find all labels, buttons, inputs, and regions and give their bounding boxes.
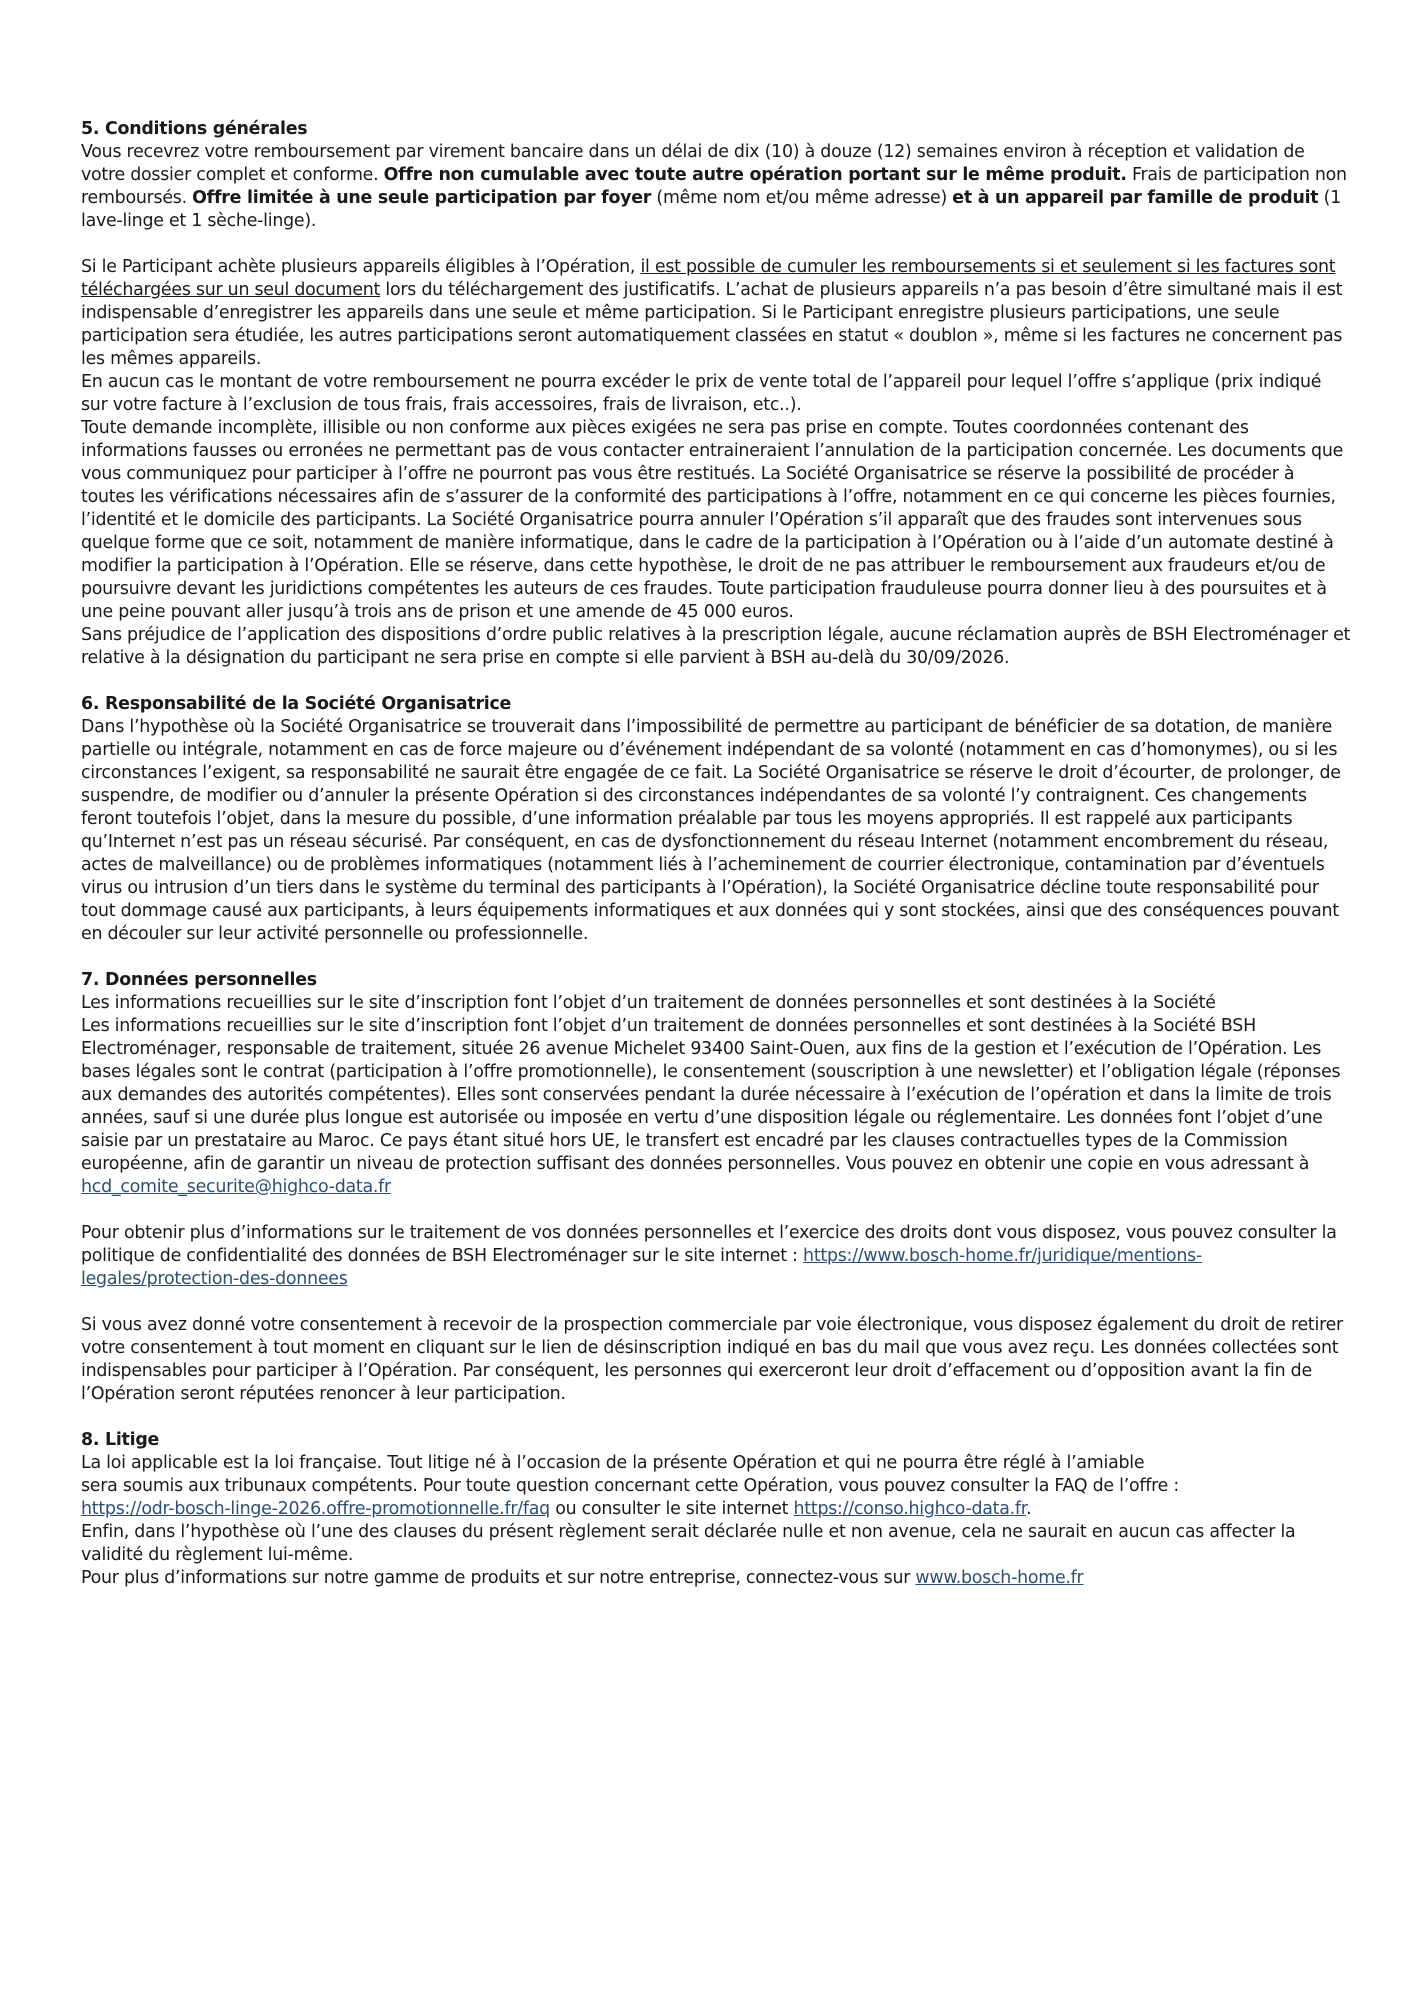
email-link[interactable]: hcd_comite_securite@highco-data.fr [81, 1177, 391, 1197]
paragraph: sera soumis aux tribunaux compétents. Pour toute question concernant cette Opération, vous pouvez consulter la FAQ de l’offre : [81, 1476, 1179, 1496]
paragraph: En aucun cas le montant de votre remboursement ne pourra excéder le prix de vente total de l’appareil pour lequel l’offre s’applique (prix indiqué sur votre facture à l’exclusion de tous frais, frais accessoires, frais de livraison, etc..). [81, 372, 1322, 415]
underlined-text: il est possible de cumuler les remboursements si et seulement si les factures sont téléchargées sur un seul document [81, 257, 1336, 300]
paragraph [81, 1015, 1351, 1199]
paragraph [81, 141, 1351, 233]
text: Pour plus d’informations sur notre gamme de produits et sur notre entreprise, connectez-vous sur [81, 1568, 916, 1588]
paragraph: Si vous avez donné votre consentement à recevoir de la prospection commerciale par voie électronique, vous disposez également du droit de retirer votre consentement à tout moment en cliquant sur le lien de désinscription indiqué en bas du mail que vous avez reçu. Les données collectées sont indispensables pour participer à l’Opération. Par conséquent, les personnes qui exerceront leur droit d’effacement ou d’opposition avant la fin de l’Opération seront réputées renoncer à leur participation. [81, 1315, 1343, 1404]
document-page [81, 118, 1351, 1613]
section-litige [81, 1429, 1351, 1590]
text: . [1026, 1499, 1032, 1519]
section-responsabilite [81, 693, 1351, 946]
paragraph: Enfin, dans l’hypothèse où l’une des clauses du présent règlement serait déclarée nulle et non avenue, cela ne saurait en aucun cas affecter la validité du règlement lui-même. [81, 1522, 1296, 1565]
paragraph [81, 256, 1351, 371]
paragraph: Les informations recueillies sur le site d’inscription font l’objet d’un traitement de données personnelles et sont destinées à la Société [81, 993, 1216, 1013]
paragraph: Toute demande incomplète, illisible ou non conforme aux pièces exigées ne sera pas prise en compte. Toutes coordonnées contenant des informations fausses ou erronées ne permettant pas de vous contacter entraineraient l’annulation de la participation concernée. Les documents que vous communiquez pour participer à l’offre ne pourront pas vous être restitués. La Société Organisatrice se réserve la possibilité de procéder à toutes les vérifications nécessaires afin de s’assurer de la conformité des participations à l’offre, notamment en ce qui concerne les pièces fournies, l’identité et le domicile des participants. La Société Organisatrice pourra annuler l’Opération s’il apparaît que des fraudes sont intervenues sous quelque forme que ce soit, notamment de manière informatique, dans le cadre de la participation à l’Opération ou à l’aide d’un automate destiné à modifier la participation à l’Opération. Elle se réserve, dans cette hypothèse, le droit de ne pas attribuer le remboursement aux fraudeurs et/ou de poursuivre devant les juridictions compétentes les auteurs de ces fraudes. Toute participation frauduleuse pourra donner lieu à des poursuites et à une peine pouvant aller jusqu’à trois ans de prison et une amende de 45 000 euros. [81, 418, 1344, 622]
section-title: 5. Conditions générales [81, 119, 308, 139]
bold-text: Offre non cumulable avec toute autre opération portant sur le même produit. [383, 165, 1127, 185]
privacy-policy-link[interactable]: https://www.bosch-home.fr/juridique/mentions-legales/protection-des-donnees [81, 1246, 1202, 1289]
bold-text: Offre limitée à une seule participation par foyer [192, 188, 652, 208]
text: ou consulter le site internet [549, 1499, 794, 1519]
paragraph [81, 1567, 1351, 1590]
bosch-home-link[interactable]: www.bosch-home.fr [915, 1568, 1084, 1588]
text: Les informations recueillies sur le site d’inscription font l’objet d’un traitement de données personnelles et sont destinées à la Société BSH Electroménager, responsable de traitement, située 26 avenue Michelet 93400 Saint-Ouen, aux fins de la gestion et l’exécution de l’Opération. Les bases légales sont le contrat (participation à l’offre promotionnelle), le consentement (souscription à une newsletter) et l’obligation légale (réponses aux demandes des autorités compétentes). Elles sont conservées pendant la durée nécessaire à l’exécution de l’opération et dans la limite de trois années, sauf si une durée plus longue est autorisée ou imposée en vertu d’une disposition légale ou réglementaire. Les données font l’objet d’une saisie par un prestataire au Maroc. Ce pays étant situé hors UE, le transfert est encadré par les clauses contractuelles types de la Commission européenne, afin de garantir un niveau de protection suffisant des données personnelles. Vous pouvez en obtenir une copie en vous adressant à [81, 1016, 1341, 1174]
bold-text: et à un appareil par famille de produit [952, 188, 1319, 208]
section-donnees-personnelles [81, 969, 1351, 1406]
text: lors du téléchargement des justificatifs. L’achat de plusieurs appareils n’a pas besoin d’être simultané mais il est indispensable d’enregistrer les appareils dans une seule et même participation. Si le Participant enregistre plusieurs participations, une seule participation sera étudiée, les autres participations seront automatiquement classées en statut « doublon », même si les factures ne concernent pas les mêmes appareils. [81, 280, 1343, 369]
text: (1 lave-linge et 1 sèche-linge). [81, 188, 1342, 231]
paragraph: La loi applicable est la loi française. Tout litige né à l’occasion de la présente Opération et qui ne pourra être réglé à l’amiable [81, 1453, 1145, 1473]
text: Pour obtenir plus d’informations sur le traitement de vos données personnelles et l’exercice des droits dont vous disposez, vous pouvez consulter la politique de confidentialité des données de BSH Electroménager sur le site internet : [81, 1223, 1337, 1266]
section-title: 6. Responsabilité de la Société Organisatrice [81, 694, 512, 714]
faq-link[interactable]: https://odr-bosch-linge-2026.offre-promotionnelle.fr/faq [81, 1499, 550, 1519]
conso-site-link[interactable]: https://conso.highco-data.fr [793, 1499, 1027, 1519]
paragraph [81, 1222, 1351, 1291]
section-conditions-generales [81, 118, 1351, 670]
paragraph: Dans l’hypothèse où la Société Organisatrice se trouverait dans l’impossibilité de permettre au participant de bénéficier de sa dotation, de manière partielle ou intégrale, notamment en cas de force majeure ou d’événement indépendant de sa volonté (notamment en cas d’homonymes), ou si les circonstances l’exigent, sa responsabilité ne saurait être engagée de ce fait. La Société Organisatrice se réserve le droit d’écourter, de prolonger, de suspendre, de modifier ou d’annuler la présente Opération si des circonstances indépendantes de sa volonté l’y contraignent. Ces changements feront toutefois l’objet, dans la mesure du possible, d’une information préalable par tous les moyens appropriés. Il est rappelé aux participants qu’Internet n’est pas un réseau sécurisé. Par conséquent, en cas de dysfonctionnement du réseau Internet (notamment encombrement du réseau, actes de malveillance) ou de problèmes informatiques (notamment liés à l’acheminement de courrier électronique, contamination par d’éventuels virus ou intrusion d’un tiers dans le système du terminal des participants à l’Opération), la Société Organisatrice décline toute responsabilité pour tout dommage causé aux participants, à leurs équipements informatiques et aux données qui y sont stockées, ainsi que des conséquences pouvant en découler sur leur activité personnelle ou professionnelle. [81, 717, 1341, 944]
text: Frais de participation non remboursés. [81, 165, 1347, 208]
text: Si le Participant achète plusieurs appareils éligibles à l’Opération, [81, 257, 641, 277]
section-title: 7. Données personnelles [81, 970, 317, 990]
section-title: 8. Litige [81, 1430, 160, 1450]
text: Vous recevrez votre remboursement par virement bancaire dans un délai de dix (10) à douze (12) semaines environ à réception et validation de votre dossier complet et conforme. [81, 142, 1305, 185]
paragraph [81, 1498, 1351, 1521]
text: (même nom et/ou même adresse) [651, 188, 953, 208]
paragraph: Sans préjudice de l’application des dispositions d’ordre public relatives à la prescription légale, aucune réclamation auprès de BSH Electroménager et relative à la désignation du participant ne sera prise en compte si elle parvient à BSH au-delà du 30/09/2026. [81, 625, 1351, 668]
